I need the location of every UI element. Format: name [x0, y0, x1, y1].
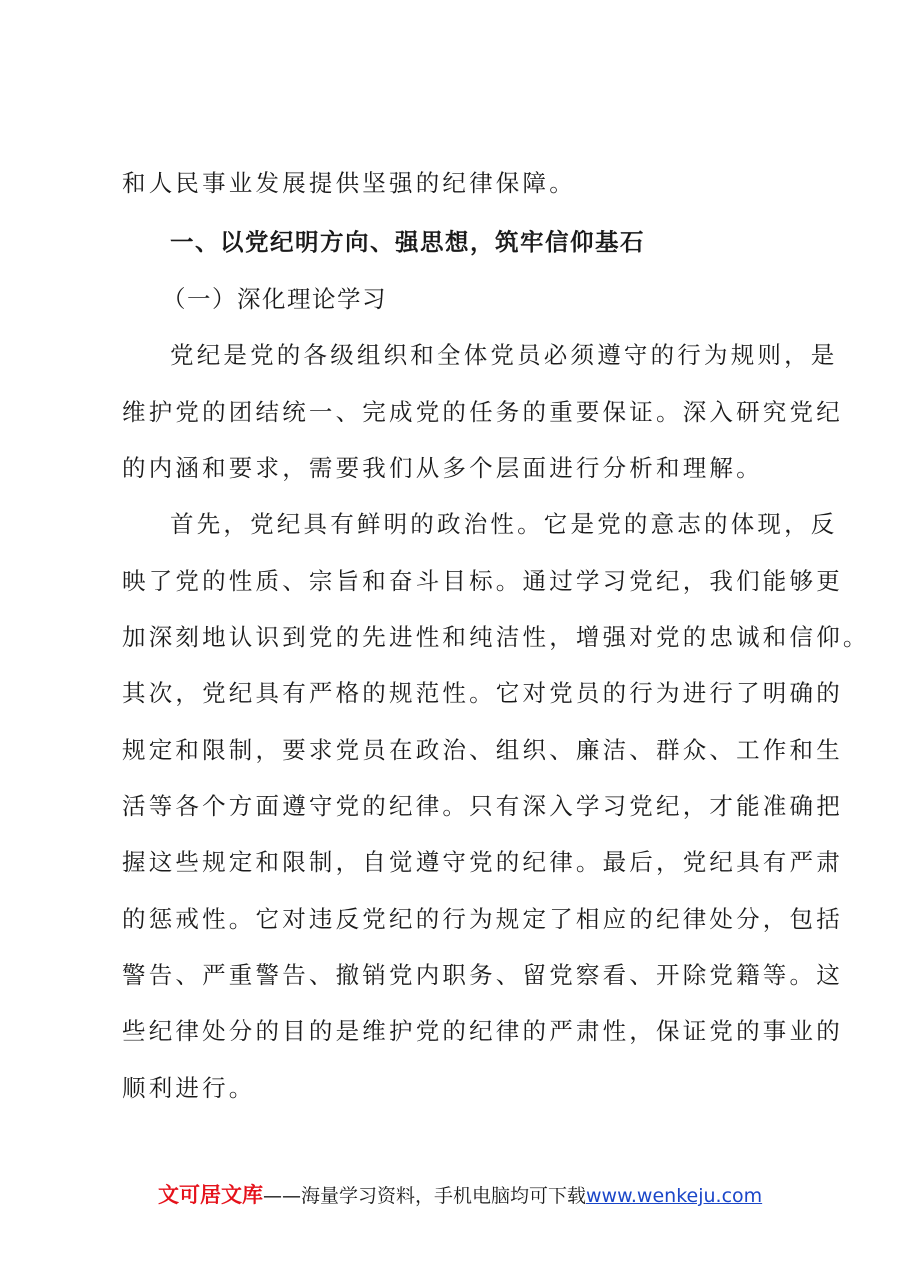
section-heading: 一、以党纪明方向、强思想，筑牢信仰基石: [170, 228, 645, 256]
paragraph-line: 握这些规定和限制，自觉遵守党的纪律。最后，党纪具有严肃: [122, 848, 843, 876]
footer-dash: ——: [263, 1185, 301, 1207]
paragraph-line: 顺利进行。: [122, 1074, 256, 1102]
paragraph-line: 映了党的性质、宗旨和奋斗目标。通过学习党纪，我们能够更: [122, 567, 843, 595]
paragraph-line: 活等各个方面遵守党的纪律。只有深入学习党纪，才能准确把: [122, 792, 843, 820]
paragraph-line: 警告、严重警告、撤销党内职务、留党察看、开除党籍等。这: [122, 961, 843, 989]
footer-slogan: 海量学习资料，手机电脑均可下载: [301, 1185, 587, 1207]
paragraph-line: 首先，党纪具有鲜明的政治性。它是党的意志的体现，反: [170, 510, 838, 538]
paragraph-line: 规定和限制，要求党员在政治、组织、廉洁、群众、工作和生: [122, 736, 843, 764]
subsection-heading: （一）深化理论学习: [162, 285, 387, 313]
paragraph-continuation-line: 和人民事业发展提供坚强的纪律保障。: [122, 169, 576, 197]
paragraph-line: 的内涵和要求，需要我们从多个层面进行分析和理解。: [122, 454, 763, 482]
brand-name: 文可居文库: [158, 1183, 263, 1207]
footer-banner: [158, 1182, 762, 1209]
paragraph-line: 的惩戒性。它对违反党纪的行为规定了相应的纪律处分，包括: [122, 905, 843, 933]
paragraph-line: 党纪是党的各级组织和全体党员必须遵守的行为规则，是: [170, 341, 838, 369]
paragraph-line: 加深刻地认识到党的先进性和纯洁性，增强对党的忠诚和信仰。: [122, 623, 870, 651]
paragraph-line: 其次，党纪具有严格的规范性。它对党员的行为进行了明确的: [122, 679, 843, 707]
paragraph-line: 些纪律处分的目的是维护党的纪律的严肃性，保证党的事业的: [122, 1017, 843, 1045]
paragraph-line: 维护党的团结统一、完成党的任务的重要保证。深入研究党纪: [122, 398, 843, 426]
website-link[interactable]: www.wenkeju.com: [586, 1185, 763, 1207]
